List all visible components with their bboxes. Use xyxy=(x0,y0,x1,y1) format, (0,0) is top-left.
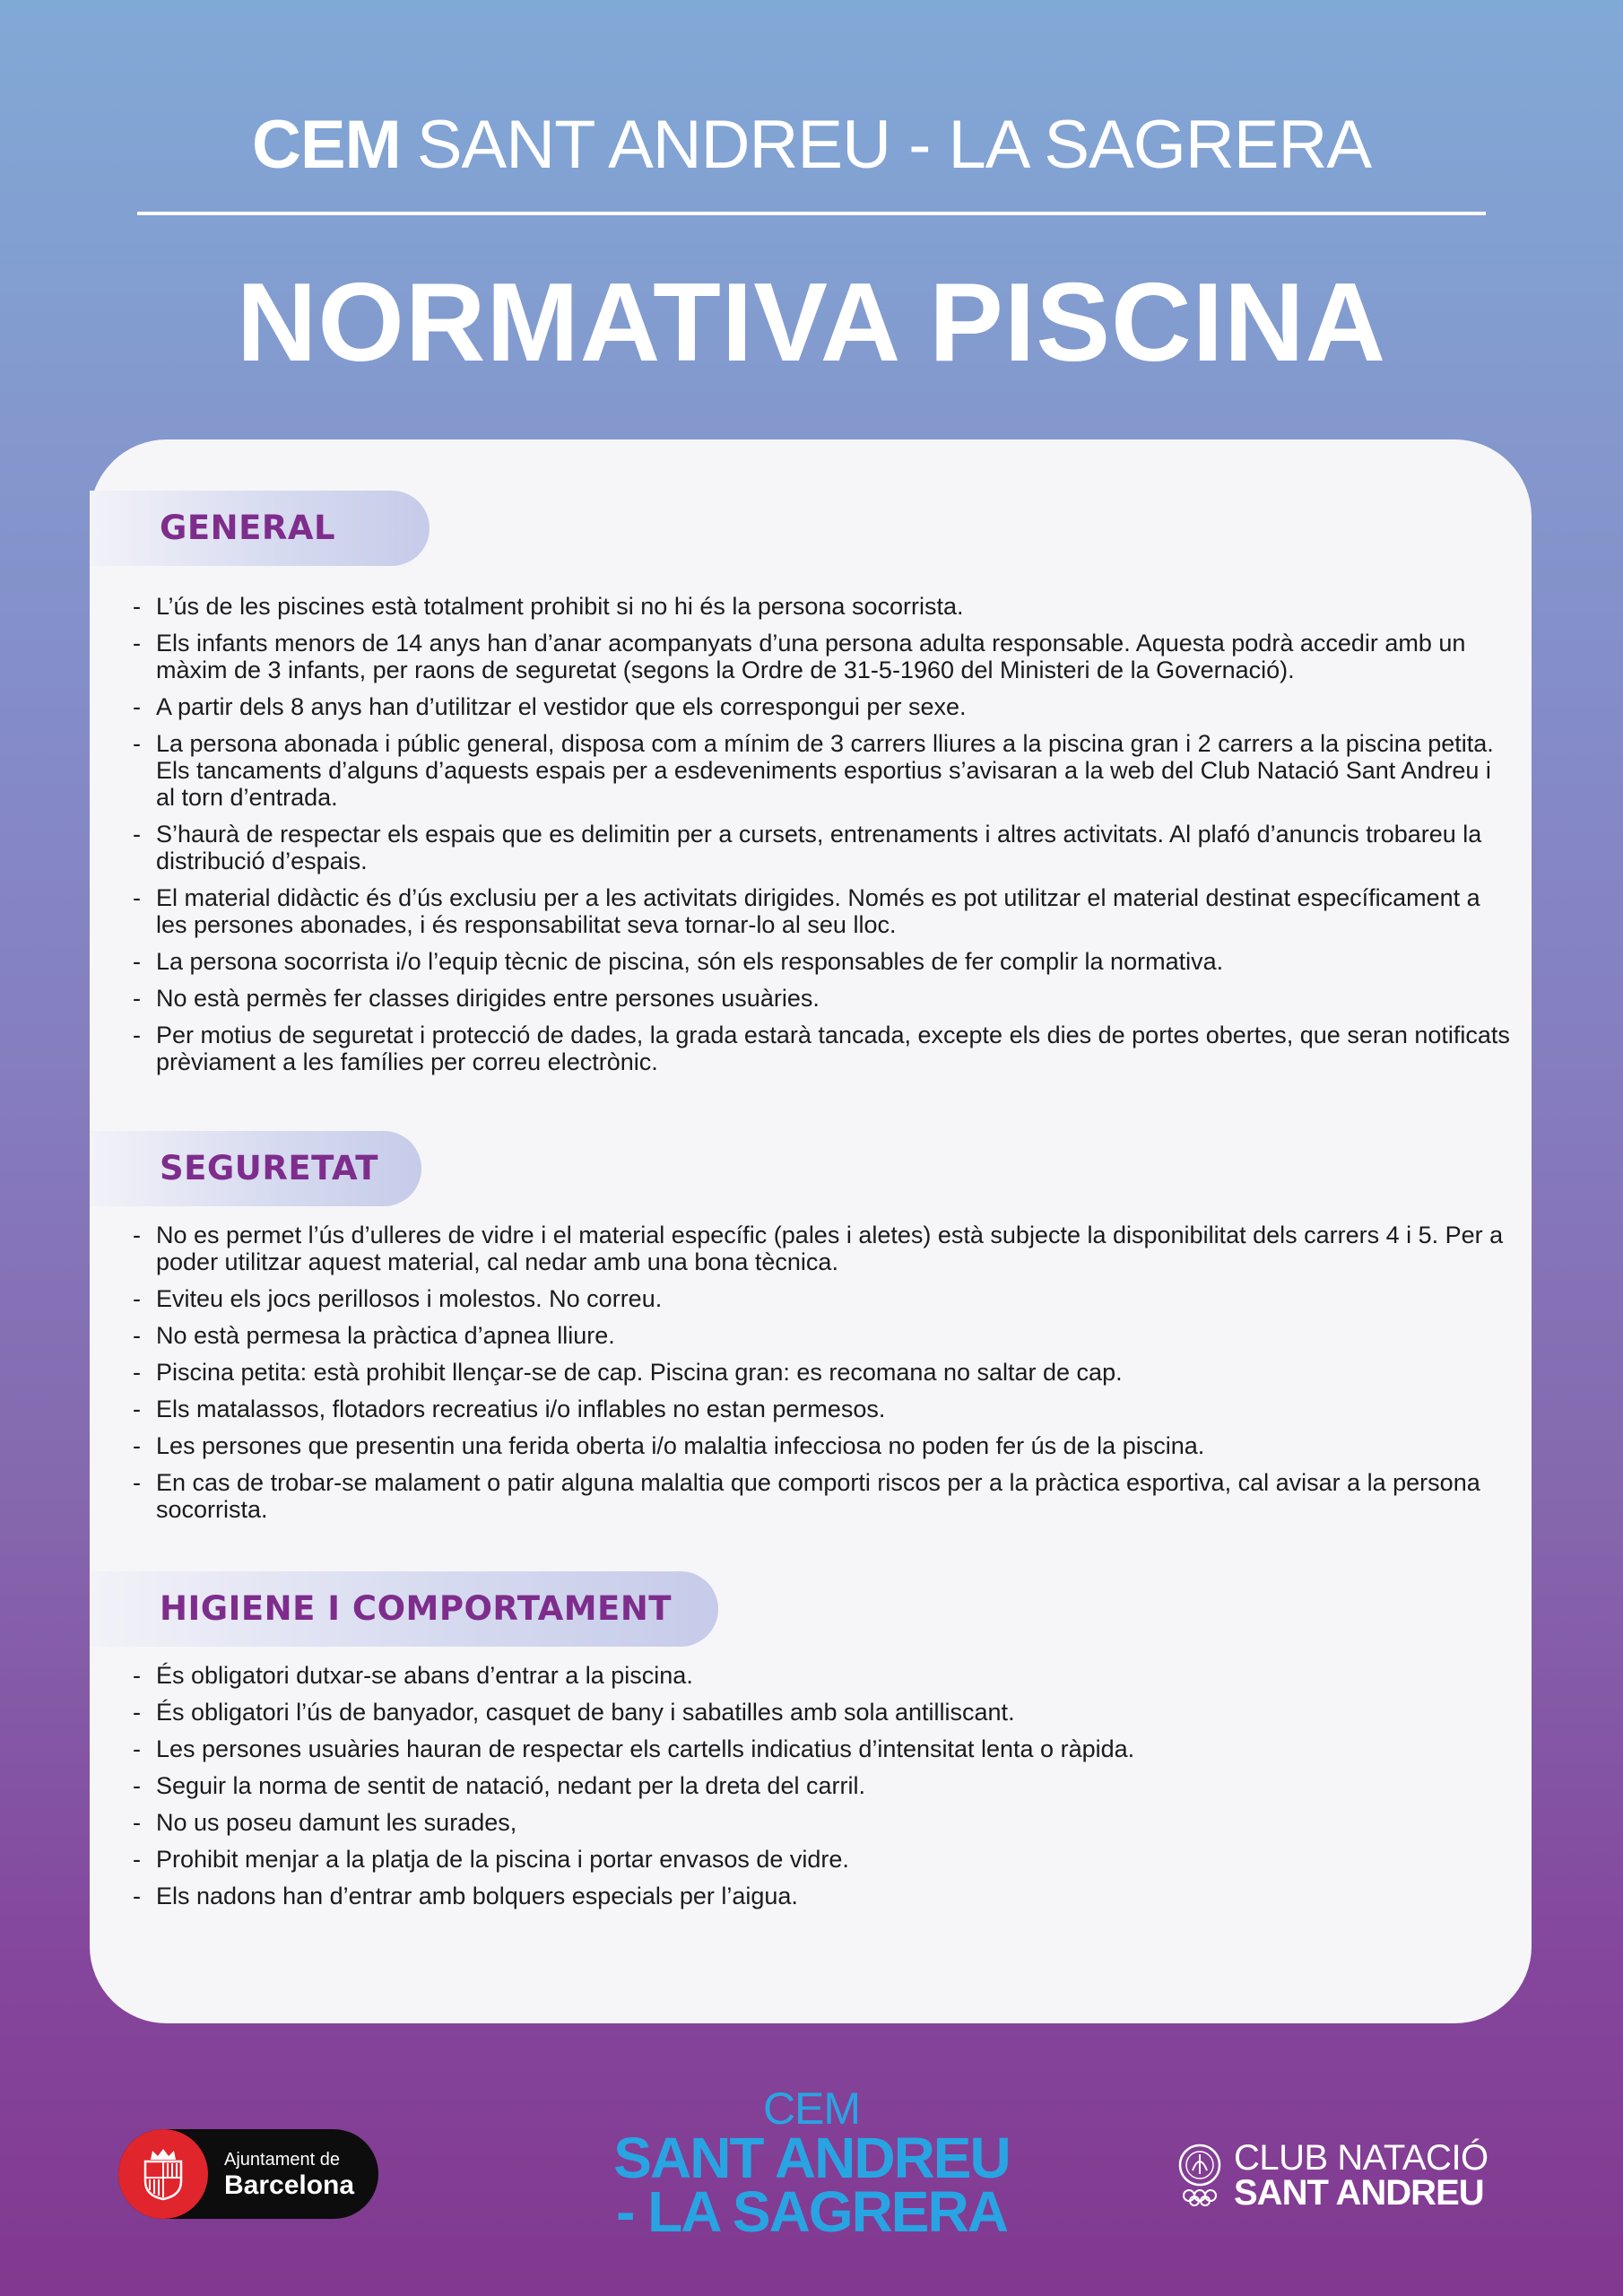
header-venue: SANT ANDREU - LA SAGRERA xyxy=(416,107,1372,183)
list-item: - Seguir la norma de sentit de natació, nedant per la dreta del carril. xyxy=(133,1772,1514,1799)
list-item: - És obligatori dutxar-se abans d’entrar a la piscina. xyxy=(133,1662,1514,1689)
list-item: - La persona socorrista i/o l’equip tècnic de piscina, són els responsables de fer complir la normativa. xyxy=(133,948,1514,975)
header-title xyxy=(0,106,1623,185)
list-item: - Els infants menors de 14 anys han d’anar acompanyats d’una persona adulta responsable. Aquesta podrà accedir amb un màxim de 3 infants, per raons de seguretat (segons la Ordre de 31-5-1960 del Ministeri de la Governació). xyxy=(133,630,1514,683)
section-heading-label: SEGURETAT xyxy=(160,1149,378,1187)
list-item: - En cas de trobar-se malament o patir alguna malaltia que comporti riscos per a la pràctica esportiva, cal avisar a la persona socorrista. xyxy=(133,1469,1514,1523)
list-item: - Les persones que presentin una ferida oberta i/o malaltia infecciosa no poden fer ús de la piscina. xyxy=(133,1432,1514,1459)
section-heading-seguretat xyxy=(90,1131,421,1206)
list-item: - No està permesa la pràctica d’apnea lliure. xyxy=(133,1322,1514,1349)
barcelona-label: Barcelona xyxy=(224,2170,355,2200)
cem-logo xyxy=(583,2083,1040,2244)
list-item: - L’ús de les piscines està totalment prohibit si no hi és la persona socorrista. xyxy=(133,593,1514,620)
list-item: - No us poseu damunt les surades, xyxy=(133,1809,1514,1836)
ajuntament-label: Ajuntament de xyxy=(224,2150,340,2170)
list-item: - No es permet l’ús d’ulleres de vidre i el material específic (pales i aletes) està subjecte la disponibilitat dels carrers 4 i 5. Per a poder utilitzar aquest material, cal nedar amb una bona tècnica. xyxy=(133,1222,1514,1275)
list-item: - No està permès fer classes dirigides entre persones usuàries. xyxy=(133,985,1514,1012)
cem-logo-line3: - LA SAGRERA xyxy=(616,2179,1007,2244)
rules-card xyxy=(90,439,1532,2023)
page-title: NORMATIVA PISCINA xyxy=(236,261,1387,385)
club-logo-line1: CLUB NATACIÓ xyxy=(1234,2138,1488,2178)
cem-logo-line2: SANT ANDREU xyxy=(613,2126,1010,2190)
list-item: - Les persones usuàries hauran de respectar els cartells indicatius d’intensitat lenta o ràpida. xyxy=(133,1735,1514,1762)
club-logo-line2: SANT ANDREU xyxy=(1234,2173,1484,2213)
footer xyxy=(0,2063,1623,2296)
list-item: - S’haurà de respectar els espais que es delimitin per a cursets, entrenaments i altres activitats. Al plafó d’anuncis trobareu la distribució d’espais. xyxy=(133,821,1514,874)
list-item: - Prohibit menjar a la platja de la piscina i portar envasos de vidre. xyxy=(133,1846,1514,1873)
list-item: - És obligatori l’ús de banyador, casquet de bany i sabatilles amb sola antilliscant. xyxy=(133,1699,1514,1726)
header-divider xyxy=(137,212,1486,215)
cem-logo-line1: CEM xyxy=(762,2083,861,2134)
section-heading-label: GENERAL xyxy=(160,509,336,547)
header-cem: CEM xyxy=(251,107,401,183)
list-item: - Els nadons han d’entrar amb bolquers especials per l’aigua. xyxy=(133,1883,1514,1909)
list-item: - La persona abonada i públic general, disposa com a mínim de 3 carrers lliures a la piscina gran i 2 carrers a la piscina petita. Els tancaments d’alguns d’aquests espais per a esdeveniments esportius s’avisaran a la web del Club Natació Sant Andreu i al torn d’entrada. xyxy=(133,730,1514,811)
general-rules-list xyxy=(133,593,1514,1085)
section-heading-label: HIGIENE I COMPORTAMENT xyxy=(160,1589,673,1628)
list-item: - Piscina petita: està prohibit llençar-se de cap. Piscina gran: es recomana no saltar de cap. xyxy=(133,1359,1514,1386)
club-natacio-logo xyxy=(1176,2140,1517,2212)
list-item: - El material didàctic és d’ús exclusiu per a les activitats dirigides. Només es pot utilitzar el material destinat específicament a les persones abonades, i és responsabilitat seva tornar-lo al seu lloc. xyxy=(133,884,1514,938)
section-heading-higiene xyxy=(90,1571,718,1647)
list-item: - A partir dels 8 anys han d’utilitzar el vestidor que els correspongui per sexe. xyxy=(133,693,1514,720)
club-emblem-icon xyxy=(1176,2144,1223,2206)
list-item: - Eviteu els jocs perillosos i molestos. No correu. xyxy=(133,1285,1514,1312)
section-heading-general xyxy=(90,491,430,566)
barcelona-shield-icon xyxy=(118,2129,208,2219)
ajuntament-barcelona-logo xyxy=(118,2129,378,2219)
list-item: - Els matalassos, flotadors recreatius i/o inflables no estan permesos. xyxy=(133,1396,1514,1422)
list-item: - Per motius de seguretat i protecció de dades, la grada estarà tancada, excepte els dies de portes obertes, que seran notificats prèviament a les famílies per correu electrònic. xyxy=(133,1022,1514,1075)
seguretat-rules-list xyxy=(133,1222,1514,1533)
higiene-rules-list xyxy=(133,1662,1514,1919)
